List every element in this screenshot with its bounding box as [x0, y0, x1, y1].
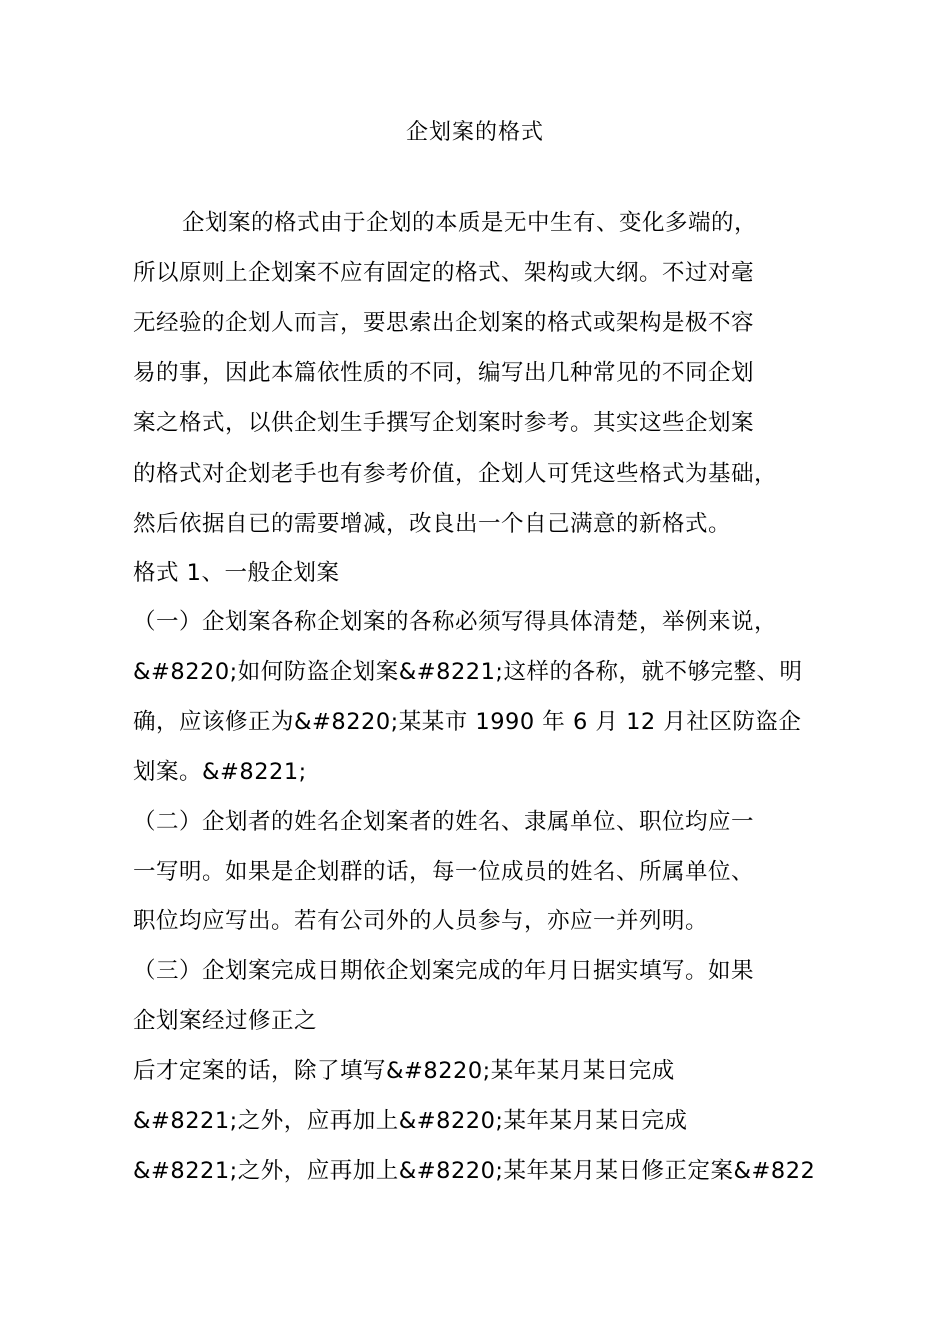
paragraph-line: &#8220;如何防盗企划案&#8221;这样的各称，就不够完整、明	[133, 659, 803, 685]
paragraph-line: （三）企划案完成日期依企划案完成的年月日据实填写。如果	[133, 958, 755, 984]
paragraph-line: 易的事，因此本篇依性质的不同，编写出几种常见的不同企划	[133, 360, 755, 386]
paragraph-line: 确，应该修正为&#8220;某某市 1990 年 6 月 12 月社区防盗企	[133, 709, 802, 735]
paragraph-line: 企划案的格式由于企划的本质是无中生有、变化多端的，	[182, 210, 758, 236]
section-heading: 格式 1、一般企划案	[133, 560, 340, 586]
paragraph-line: 划案。&#8221;	[133, 759, 307, 785]
paragraph-line: 案之格式，以供企划生手撰写企划案时参考。其实这些企划案	[133, 410, 755, 436]
paragraph-line: 然后依据自已的需要增减，改良出一个自己满意的新格式。	[133, 511, 732, 537]
paragraph-line: &#8221;之外，应再加上&#8220;某年某月某日完成	[133, 1108, 688, 1134]
paragraph-line: 企划案经过修正之	[133, 1008, 318, 1034]
paragraph-line: 后才定案的话，除了填写&#8220;某年某月某日完成	[133, 1058, 675, 1084]
paragraph-line: 所以原则上企划案不应有固定的格式、架构或大纲。不过对毫	[133, 260, 755, 286]
paragraph-line: 无经验的企划人而言，要思索出企划案的格式或架构是极不容	[133, 310, 755, 336]
paragraph-line: 职位均应写出。若有公司外的人员参与，亦应一并列明。	[133, 908, 709, 934]
paragraph-line: （一）企划案各称企划案的各称必须写得具体清楚，举例来说，	[133, 609, 778, 635]
paragraph-line: 的格式对企划老手也有参考价值，企划人可凭这些格式为基础，	[133, 461, 778, 487]
paragraph-line: （二）企划者的姓名企划案者的姓名、隶属单位、职位均应一	[133, 809, 755, 835]
paragraph-line: 一写明。如果是企划群的话，每一位成员的姓名、所属单位、	[133, 859, 755, 885]
paragraph-line: &#8221;之外，应再加上&#8220;某年某月某日修正定案&#822	[133, 1158, 816, 1184]
document-title: 企划案的格式	[405, 120, 544, 145]
